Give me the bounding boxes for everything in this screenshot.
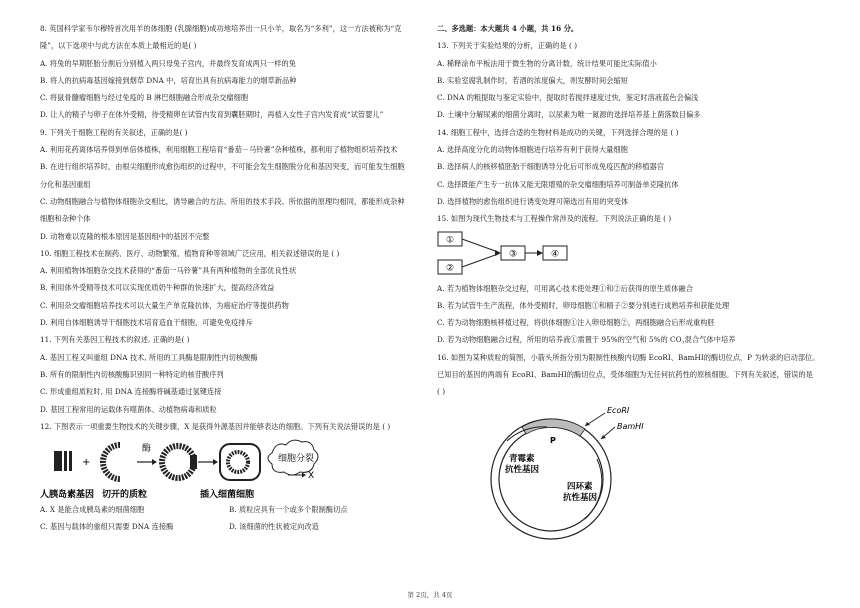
page-footer: 第 2页，共 4页	[407, 591, 453, 599]
q15-option-b: B. 若为试管牛生产流程，体外受精时，卵母细胞①和精子②要分别进行成熟培养和获能处理	[437, 300, 730, 310]
bacterial-cell-graphic	[220, 444, 260, 480]
q14-stem: 14. 细胞工程中，选择合适的生物材料是成功的关键，下列选择合理的是 ( )	[437, 127, 679, 137]
q10-option-d: D. 利用自体细胞诱导干细胞技术培育造血干细胞，可避免免疫排斥	[40, 318, 253, 328]
q16-stem-line2: 已知目的基因的两端有 EcoRI、BamHI的酶切位点，受体细胞为无任何抗药性的原核细胞。下列有关叙述，错误的是	[437, 370, 813, 380]
q16-plasmid-diagram	[467, 399, 667, 549]
q10-option-b: B. 利用体外受精等技术可以实现优质奶牛种群的快速扩大，提高经济效益	[40, 283, 275, 293]
arrow-2-to-3	[462, 254, 498, 267]
box-4-label: ④	[550, 249, 560, 260]
ecori-label: EcoRⅠ	[607, 405, 630, 415]
q14-option-b: B. 选择病人的核移植胚胎干细胞诱导分化后可形成免疫匹配的移植器官	[437, 162, 665, 172]
q11-option-d: D. 基因工程常用的运载体有噬菌体、动植物病毒和质粒	[40, 404, 217, 414]
q10-stem: 10. 细胞工程技术在制药、医疗、动物繁殖、植物育种等领域广泛应用，相关叙述错误的是 ( )	[40, 248, 340, 258]
penicillin-gene-line2: 抗性基因	[505, 464, 540, 475]
q10-option-a: A. 利用植物体细胞杂交技术获得的“番茄一马铃薯”具有两种植物的全部优良性状	[40, 266, 297, 276]
tetracycline-gene-line2: 抗性基因	[563, 492, 598, 503]
q12-options-cd	[40, 522, 418, 531]
q12-option-d: D. 该细菌的性状被定向改造	[229, 522, 319, 532]
q11-stem: 11. 下列有关基因工程技术的叙述, 正确的是( )	[40, 335, 190, 345]
q12-options-ab	[40, 505, 418, 514]
q11-option-c: C. 形成重组质粒时, 用 DNA 连接酶将碱基通过氢键连接	[40, 387, 222, 397]
q12-figure	[40, 437, 340, 501]
q13-option-c: C. DNA 的粗提取与鉴定实验中，提取时若搅拌速度过快，鉴定时溶液蓝色会偏浅	[437, 93, 699, 103]
recombinant-plasmid-graphic	[162, 446, 197, 478]
box-2-label: ②	[445, 263, 455, 274]
q15-option-d-post: 混合气体中培养	[684, 335, 736, 345]
box-3-label: ③	[508, 249, 518, 260]
q11-option-b: B. 所有的限制性内切核酸酶识别同一种特定的核苷酸序列	[40, 369, 224, 379]
q14-option-a: A. 选择高度分化的动物体细胞进行培养有利于获得大量细胞	[437, 145, 628, 155]
insert-cell-caption: 插入细菌细胞	[200, 490, 255, 501]
insulin-gene-caption: 人胰岛素基因	[40, 490, 95, 501]
q8-stem-line1: 8. 英国科学家韦尔穆特首次用羊的体细胞 (乳腺细胞)成功地培养出一只小羊，取名为“多利”，这一方法被称为“克	[40, 24, 402, 33]
q13-stem: 13. 下列关于实验结果的分析，正确的是 ( )	[437, 41, 578, 51]
insulin-gene-graphic	[54, 451, 72, 471]
tetracycline-gene-line1: 四环素	[567, 481, 593, 492]
q16-stem-line3: ( )	[437, 387, 446, 397]
q9-option-b-line2: 分化和基因重组	[40, 179, 91, 189]
penicillin-gene-line1: 青霉素	[509, 453, 535, 464]
cut-plasmid-graphic	[103, 445, 120, 479]
left-column	[40, 24, 418, 540]
q16-stem-line1: 16. 如图为某种质粒的简图，小箭头所指分别为限制性核酸内切酶 EcoRI、BamHI的酶切位点，P 为转录的启动部位。	[437, 352, 820, 362]
q15-flow-diagram	[437, 230, 637, 276]
q15-option-d-pre: D. 若为动物细胞融合过程，所用的培养液①需置于 95%的空气和 5%的 CO	[437, 335, 682, 345]
q15-option-d	[437, 335, 821, 344]
q12-option-b: B. 质粒应具有一个或多个限制酶切点	[229, 505, 348, 515]
plus-sign: +	[82, 457, 91, 469]
box-1-label: ①	[445, 235, 455, 246]
q14-option-d: D. 选择植物的愈伤组织进行诱变处理可筛选出有用的突变体	[437, 196, 629, 206]
right-column	[437, 24, 821, 549]
arrow-1-to-3	[462, 239, 498, 252]
cell-division-cloud	[268, 440, 318, 475]
q8-option-d: D. 让人的精子与卵子在体外受精，待受精卵在试管内发育到囊胚期时，再植入女性子宫内发育成“试管婴儿”	[40, 110, 384, 120]
q9-stem: 9. 下列关于细胞工程的有关叙述，正确的是( )	[40, 127, 188, 137]
q10-option-c: C. 利用杂交瘤细胞培养技术可以大量生产单克隆抗体，为癌症治疗等提供药物	[40, 300, 289, 310]
enzyme-label: 酶	[142, 444, 152, 455]
section-title: 二、多选题：本大题共 4 小题，共 16 分。	[437, 24, 579, 33]
penicillin-gene-arc	[507, 426, 547, 440]
q14-option-c: C. 选择既能产生专一抗体又能无限增殖的杂交瘤细胞培养可制备单克隆抗体	[437, 179, 679, 189]
q9-option-b-line1: B. 在进行组织培养时，由根尖细胞形成愈伤组织的过程中，不可能会发生细胞脱分化和基因突变，而可能发生细胞	[40, 162, 405, 172]
q8-option-a: A. 将兔的早期胚胎分割后分别植入两只母兔子宫内，并最终发育成两只一样的兔	[40, 58, 296, 68]
q15-stem: 15. 如图为现代生物技术与工程操作常涉及的流程。下列说法正确的是 ( )	[437, 214, 672, 224]
q12-option-c: C. 基因与载体的重组只需要 DNA 连接酶	[40, 522, 174, 532]
q8-option-b: B. 将人的抗病毒基因嫁接到烟草 DNA 中，培育出具有抗病毒能力的烟草新品种	[40, 75, 297, 85]
q15-option-c: C. 若为动物细胞核移植过程，将供体细胞①注入卵母细胞②，两细胞融合后形成重构胚	[437, 318, 715, 328]
q9-option-c-line2: 细胞和杂种个体	[40, 214, 91, 224]
bamhi-label: BamHⅠ	[617, 421, 644, 431]
q12-stem: 12. 下图表示一项重要生物技术的关键步骤，X 是获得外源基因并能够表达的细胞。下列有关说法错误的是 ( )	[40, 421, 391, 431]
q8-stem-line2: 隆”，以下选项中与此方法在本质上最相近的是( )	[40, 41, 197, 51]
q9-option-d: D. 动物难以克隆的根本原因是基因组中的基因不完整	[40, 231, 210, 241]
promoter-p-label: P	[550, 435, 556, 445]
x-label: X	[308, 471, 315, 482]
q15-option-a: A. 若为植物体细胞杂交过程，可用离心技术使处理①和②后获得的原生质体融合	[437, 283, 693, 293]
q13-option-a: A. 稀释涂布平板法用于微生物的分离计数，统计结果可能比实际值小	[437, 58, 657, 68]
q13-option-b: B. 实验室腐乳制作时，若酒的浓度偏大，则发酵时间会缩短	[437, 75, 628, 85]
q9-option-a: A. 利用花药离体培养得到单倍体植株，利用细胞工程培育“番茄－马铃薯”杂种植株，都利用了植物组织培养技术	[40, 145, 398, 155]
q9-option-c-line1: C. 动物细胞融合与植物体细胞杂交相比，诱导融合的方法、所用的技术手段、所依据的原理均相同，都能形成杂种	[40, 196, 405, 206]
cell-division-label: 细胞分裂	[278, 454, 315, 465]
q15-option-d-sub: 2	[681, 340, 685, 345]
cut-plasmid-caption: 切开的质粒	[102, 490, 148, 501]
q11-option-a: A. 基因工程又叫重组 DNA 技术, 所用的工具酶是限制性内切核酸酶	[40, 352, 258, 362]
q13-option-d: D. 土壤中分解尿素的细菌分离时，以尿素为唯一氮源的选择培养基上菌落数目偏多	[437, 110, 701, 120]
q12-option-a: A. X 是能合成胰岛素的细菌细胞	[40, 505, 145, 515]
q8-option-c: C. 将鼠骨髓瘤细胞与经过免疫的 B 淋巴细胞融合形成杂交瘤细胞	[40, 93, 249, 103]
